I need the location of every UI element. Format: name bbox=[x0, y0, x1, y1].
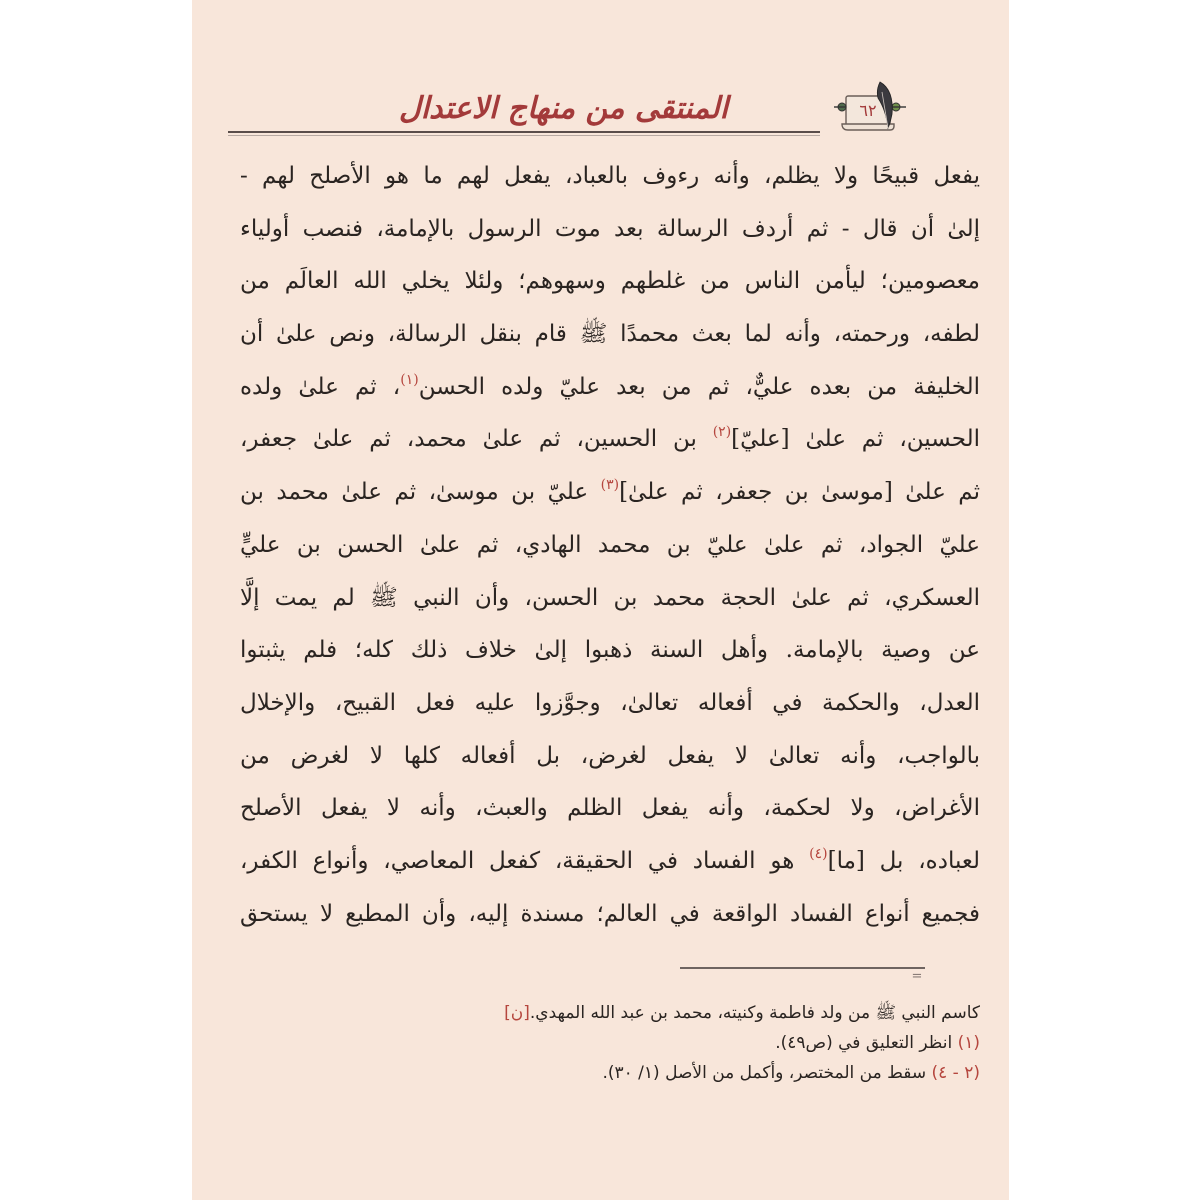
body-line-text: هو الفساد في الحقيقة، كفعل المعاصي، وأنواع الكفر، bbox=[240, 847, 810, 874]
body-line bbox=[240, 361, 980, 414]
footnote-ref-4[interactable]: (٤) bbox=[809, 845, 828, 862]
footnote-ref-1[interactable]: (١) bbox=[400, 371, 419, 388]
footnote-ref-2[interactable]: (٢) bbox=[712, 424, 732, 441]
footnote-text: انظر التعليق في (ص٤٩). bbox=[775, 1033, 958, 1053]
continuation-mark: = bbox=[911, 969, 923, 984]
body-line-text: ، ثم علىٰ ولده bbox=[240, 373, 401, 400]
body-line bbox=[240, 888, 980, 941]
body-line-text: بالواجب، وأنه تعالىٰ لا يفعل لغرض، بل أفعاله كلها لا لغرض من bbox=[240, 742, 980, 769]
body-line bbox=[240, 203, 980, 256]
body-line-text: عليّ بن موسىٰ، ثم علىٰ محمد بن bbox=[240, 479, 601, 506]
body-line bbox=[240, 677, 980, 730]
body-line bbox=[240, 150, 980, 203]
body-line bbox=[240, 255, 980, 308]
footnote-number: (٢ - ٤) bbox=[931, 1063, 980, 1083]
editor-tag: [ن] bbox=[504, 1003, 530, 1023]
body-line-text: العدل، والحكمة في أفعاله تعالىٰ، وجوَّزوا عليه فعل القبيح، والإخلال bbox=[240, 689, 980, 716]
page-number-badge bbox=[832, 80, 908, 140]
footnote-text: كاسم النبي ﷺ من ولد فاطمة وكنيته، محمد بن عبد الله المهدي. bbox=[529, 1003, 980, 1023]
body-line-text: يفعل قبيحًا ولا يظلم، وأنه رءوف بالعباد، يفعل لهم ما هو الأصلح لهم - bbox=[240, 163, 980, 189]
body-line-text: لطفه، ورحمته، وأنه لما بعث محمدًا ﷺ قام بنقل الرسالة، ونص علىٰ أن bbox=[240, 321, 980, 348]
body-line bbox=[240, 572, 980, 625]
body-line-text: الأغراض، ولا لحكمة، وأنه يفعل الظلم والعبث، وأنه لا يفعل الأصلح bbox=[240, 795, 980, 822]
body-line bbox=[240, 782, 980, 835]
footnotes bbox=[240, 998, 980, 1088]
footnote-number: (١) bbox=[957, 1033, 980, 1053]
body-line-text: الحسين، ثم علىٰ [عليّ] bbox=[731, 426, 980, 453]
header-rule-thin bbox=[228, 135, 820, 136]
header-rule bbox=[228, 131, 820, 133]
body-line-text: معصومين؛ ليأمن الناس من غلطهم وسهوهم؛ ولئلا يخلي الله العالَم من bbox=[240, 268, 980, 295]
body-line-text: بن الحسين، ثم علىٰ محمد، ثم علىٰ جعفر، bbox=[240, 426, 713, 453]
running-title: المنتقى من منهاج الاعتدال bbox=[398, 91, 728, 126]
body-line-text: إلىٰ أن قال - ثم أردف الرسالة بعد موت الرسول بالإمامة، فنصب أولياء bbox=[240, 215, 980, 242]
body-line-text: الخليفة من بعده عليٌّ، ثم من بعد عليّ ولده الحسن bbox=[418, 373, 981, 400]
body-line bbox=[240, 624, 980, 677]
body-line bbox=[240, 413, 980, 466]
footnote-text: سقط من المختصر، وأكمل من الأصل (١/ ٣٠). bbox=[602, 1063, 932, 1083]
footnote-item bbox=[240, 1058, 980, 1088]
body-line bbox=[240, 519, 980, 572]
body-line bbox=[240, 835, 980, 888]
footnote-item bbox=[240, 1028, 980, 1058]
body-line-text: فجميع أنواع الفساد الواقعة في العالم؛ مسندة إليه، وأن المطيع لا يستحق bbox=[240, 900, 980, 927]
footnote-separator bbox=[680, 967, 925, 969]
footnote-carryover bbox=[240, 998, 980, 1028]
body-line-text: عليّ الجواد، ثم علىٰ عليّ بن محمد الهادي، ثم علىٰ الحسن بن عليٍّ bbox=[240, 531, 980, 558]
book-page bbox=[192, 0, 1009, 1200]
body-line-text: العسكري، ثم علىٰ الحجة محمد بن الحسن، وأن النبي ﷺ لم يمت إلَّا bbox=[240, 584, 980, 611]
body-line bbox=[240, 308, 980, 361]
body-line bbox=[240, 466, 980, 519]
body-text bbox=[240, 150, 980, 940]
page-number: ٦٢ bbox=[859, 101, 877, 120]
body-line bbox=[240, 730, 980, 783]
body-line-text: لعباده، بل [ما] bbox=[827, 847, 980, 874]
body-line-text: ثم علىٰ [موسىٰ بن جعفر، ثم علىٰ] bbox=[619, 479, 980, 506]
footnote-ref-3[interactable]: (٣) bbox=[600, 477, 620, 494]
body-line-text: عن وصية بالإمامة. وأهل السنة ذهبوا إلىٰ خلاف ذلك كله؛ فلم يثبتوا bbox=[240, 637, 980, 664]
